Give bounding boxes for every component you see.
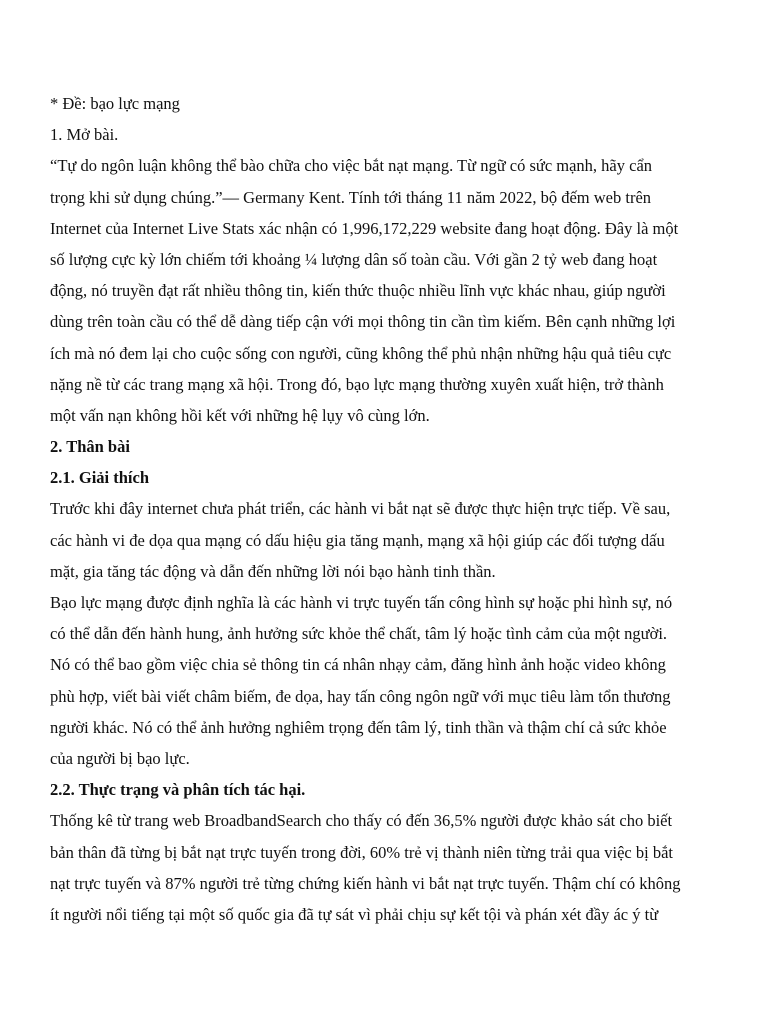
section-heading: 2. Thân bài bbox=[50, 437, 130, 457]
text-line: Internet của Internet Live Stats xác nhận có 1,996,172,229 website đang hoạt động. Đây là một bbox=[50, 218, 679, 238]
text-line: * Đề: bạo lực mạng bbox=[50, 94, 180, 113]
text-line: Thống kê từ trang web BroadbandSearch cho thấy có đến 36,5% người được khảo sát cho biết bbox=[50, 811, 673, 831]
text-line: một vấn nạn không hồi kết với những hệ lụy vô cùng lớn. bbox=[50, 405, 430, 425]
subsection-heading: 2.1. Giải thích bbox=[50, 468, 150, 488]
text-line: ít người nổi tiếng tại một số quốc gia đã tự sát vì phải chịu sự kết tội và phán xét đầy ác ý từ bbox=[50, 904, 659, 924]
text-line: mặt, gia tăng tác động và dẫn đến những lời nói bạo hành tinh thần. bbox=[50, 561, 496, 581]
text-line: nặng nề từ các trang mạng xã hội. Trong đó, bạo lực mạng thường xuyên xuất hiện, trở thành bbox=[50, 374, 664, 394]
text-line: trọng khi sử dụng chúng.”— Germany Kent. Tính tới tháng 11 năm 2022, bộ đếm web trên bbox=[50, 187, 652, 207]
text-line: phù hợp, viết bài viết châm biếm, đe dọa, hay tấn công ngôn ngữ với mục tiêu làm tổn thương bbox=[50, 686, 671, 706]
text-line: người khác. Nó có thể ảnh hưởng nghiêm trọng đến tâm lý, tinh thần và thậm chí cả sức khỏe bbox=[50, 717, 667, 737]
text-line: các hành vi đe dọa qua mạng có dấu hiệu gia tăng mạnh, mạng xã hội giúp các đối tượng dấu bbox=[50, 530, 665, 550]
text-line: của người bị bạo lực. bbox=[50, 748, 190, 768]
text-line: có thể dẫn đến hành hung, ảnh hưởng sức khỏe thể chất, tâm lý hoặc tình cảm của một người. bbox=[50, 624, 668, 644]
text-line: Bạo lực mạng được định nghĩa là các hành vi trực tuyến tấn công hình sự hoặc phi hình sự, nó bbox=[50, 593, 673, 612]
text-line: “Tự do ngôn luận không thể bào chữa cho việc bắt nạt mạng. Từ ngữ có sức mạnh, hãy cẩn bbox=[50, 156, 653, 176]
text-line: ích mà nó đem lại cho cuộc sống con người, cũng không thể phủ nhận những hậu quả tiêu cực bbox=[50, 343, 672, 363]
text-line: Nó có thể bao gồm việc chia sẻ thông tin cá nhân nhạy cảm, đăng hình ảnh hoặc video không bbox=[50, 655, 666, 675]
text-line: Trước khi đây internet chưa phát triển, các hành vi bắt nạt sẽ được thực hiện trực tiếp. Về sau, bbox=[50, 499, 671, 519]
text-line: bản thân đã từng bị bắt nạt trực tuyến trong đời, 60% trẻ vị thành niên từng trải qua việc bị bắt bbox=[50, 842, 673, 862]
text-line: dùng trên toàn cầu có thể dễ dàng tiếp cận với mọi thông tin cần tìm kiếm. Bên cạnh những lợi bbox=[50, 312, 676, 332]
subsection-heading: 2.2. Thực trạng và phân tích tác hại. bbox=[50, 780, 306, 800]
text-line: nạt trực tuyến và 87% người trẻ từng chứng kiến hành vi bắt nạt trực tuyến. Thậm chí có không bbox=[50, 873, 681, 893]
text-line: động, nó truyền đạt rất nhiều thông tin, kiến thức thuộc nhiều lĩnh vực khác nhau, giúp người bbox=[50, 281, 666, 301]
section-heading: 1. Mở bài. bbox=[50, 125, 119, 145]
document-page bbox=[50, 88, 722, 930]
text-line: số lượng cực kỳ lớn chiếm tới khoảng ¼ lượng dân số toàn cầu. Với gần 2 tỷ web đang hoạt bbox=[50, 249, 658, 269]
